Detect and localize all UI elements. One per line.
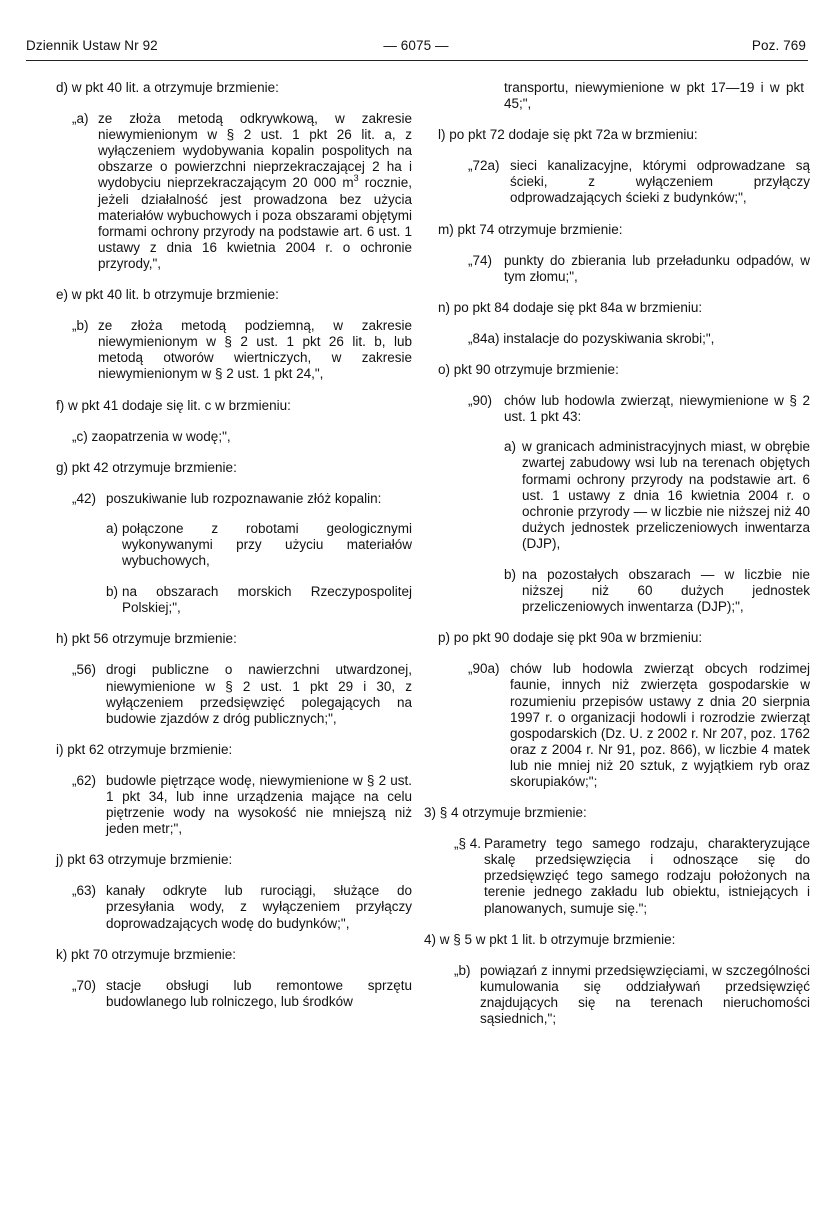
point-3-quote: „§ 4. Parametry tego samego rodzaju, charakteryzujące skalę przedsięwzięcia i odnoszące się do przedsięwzięć tego samego rodzaju położonych na terenie jednego zakładu lub obiektu, istniejących i planowanych, sumuje się."; xyxy=(454,836,810,916)
amendment-f-intro: f) w pkt 41 dodaje się lit. c w brzmieniu: xyxy=(56,397,291,413)
amendment-n-quote: „84a) instalacje do pozyskiwania skrobi;", xyxy=(468,330,715,346)
amendment-e-quote: „b) ze złoża metodą podziemną, w zakresie niewymienionym w § 2 ust. 1 pkt 26 lit. b, lub metodą otworów wiertniczych, w zakresie niewymienionym w § 2 ust. 1 pkt 24,", xyxy=(72,318,412,382)
amendment-l-quote: „72a) sieci kanalizacyjne, którymi odprowadzane są ścieki, z wyłączeniem przyłączy odprowadzających ścieki z budynków;", xyxy=(468,158,810,206)
amendment-l-intro: l) po pkt 72 dodaje się pkt 72a w brzmieniu: xyxy=(438,127,698,143)
amendment-e-intro: e) w pkt 40 lit. b otrzymuje brzmienie: xyxy=(56,287,279,303)
amendment-h-quote: „56) drogi publiczne o nawierzchni utwardzonej, niewymienione w § 2 ust. 1 pkt 29 i 30, z wyłączeniem przedsięwzięć polegających na budowie zjazdów z dróg publicznych;", xyxy=(72,662,412,726)
amendment-i-quote: „62) budowle piętrzące wodę, niewymienione w § 2 ust. 1 pkt 34, lub inne urządzenia mające na celu piętrzenie wody na wysokość nie mniejszą niż jeden metr;", xyxy=(72,772,412,837)
left-column xyxy=(56,80,412,1010)
amendment-h-intro: h) pkt 56 otrzymuje brzmienie: xyxy=(56,631,237,647)
position-number: Poz. 769 xyxy=(751,38,806,53)
amendment-d-quote: „a) ze złoża metodą odkrywkową, w zakresie niewymienionym w § 2 ust. 1 pkt 26 lit. a, z wyłączeniem wydobywania kopalin pospolitych na obszarze o powierzchni nieprzekraczającej 2 ha i wydobyciu nieprzekraczającym 20 000 $m^3$ rocznie, jeżeli działalność jest prowadzona bez użycia materiałów wybuchowych i poza obszarami objętymi formami ochrony przyrody na podstawie art. 6 ust. 1 ustawy z dnia 16 kwietnia 2004 r. o ochronie przyrody,", xyxy=(72,111,412,271)
amendment-n-intro: n) po pkt 84 dodaje się pkt 84a w brzmieniu: xyxy=(438,299,703,315)
amendment-f-quote: „c) zaopatrzenia w wodę;", xyxy=(72,428,231,444)
amendment-i-intro: i) pkt 62 otrzymuje brzmienie: xyxy=(56,741,233,757)
header-rule xyxy=(26,60,808,61)
amendment-p-quote: „90a) chów lub hodowla zwierząt obcych rodzimej faunie, innych niż zwierzęta gospodarskie w rozumieniu przepisów ustawy z dnia 20 sierpnia 1997 r. o organizacji hodowli i rozrodzie zwierząt gospodarskich (Dz. U. z 2002 r. Nr 207, poz. 1762 oraz z 2004 r. Nr 91, poz. 866), w liczbie 4 matek lub nie mniej niż 20 sztuk, z wyjątkiem ryb oraz skorupiaków;"; xyxy=(468,661,810,789)
amendment-k-intro: k) pkt 70 otrzymuje brzmienie: xyxy=(56,946,237,962)
amendment-j-intro: j) pkt 63 otrzymuje brzmienie: xyxy=(56,852,233,868)
amendment-m-intro: m) pkt 74 otrzymuje brzmienie: xyxy=(438,221,623,237)
amendment-g-sub-b: b) na obszarach morskich Rzeczypospolitej Polskiej;", xyxy=(106,584,412,616)
amendment-m-quote: „74) punkty do zbierania lub przeładunku odpadów, w tym złomu;", xyxy=(468,252,810,284)
amendment-j-quote: „63) kanały odkryte lub rurociągi, służące do przesyłania wody, z wyłączeniem przyłączy doprowadzających wodę do budynków;", xyxy=(72,883,412,931)
amendment-k-continuation: transportu, niewymienione w pkt 17—19 i w pkt 45;", xyxy=(504,80,804,112)
amendment-g-intro: g) pkt 42 otrzymuje brzmienie: xyxy=(56,459,237,475)
page-header xyxy=(0,0,832,64)
point-4-quote: „b) powiązań z innymi przedsięwzięciami, w szczególności kumulowania się oddziaływań przedsięwzięć znajdujących się na terenach nieruchomości sąsiednich,"; xyxy=(454,962,810,1027)
amendment-o-intro: o) pkt 90 otrzymuje brzmienie: xyxy=(438,362,619,378)
amendment-o-sub-b: b) na pozostałych obszarach — w liczbie nie niższej niż 60 dużych jednostek przeliczeniowych inwentarza (DJP);", xyxy=(504,566,810,615)
amendment-g-quote: „42) poszukiwanie lub rozpoznawanie złóż kopalin: xyxy=(72,490,382,506)
amendment-d-intro: d) w pkt 40 lit. a otrzymuje brzmienie: xyxy=(56,80,279,95)
amendment-o-quote: „90) chów lub hodowla zwierząt, niewymienione w § 2 ust. 1 pkt 43: xyxy=(468,393,810,425)
right-column xyxy=(424,80,810,1042)
point-4-intro: 4) w § 5 w pkt 1 lit. b otrzymuje brzmienie: xyxy=(424,931,676,947)
amendment-o-sub-a: a) w granicach administracyjnych miast, w obrębie zwartej zabudowy wsi lub na terenach objętych formami ochrony przyrody na podstawie art. 6 ust. 1 ustawy z dnia 16 kwietnia 2004 r. o ochronie przyrody — w liczbie nie niższej niż 40 dużych jednostek przeliczeniowych inwentarza (DJP), xyxy=(504,439,810,551)
journal-title: Dziennik Ustaw Nr 92 xyxy=(26,38,158,53)
point-3-intro: 3) § 4 otrzymuje brzmienie: xyxy=(424,805,587,821)
page-number: — 6075 — xyxy=(383,38,449,53)
amendment-g-sub-a: a) połączone z robotami geologicznymi wykonywanymi przy użyciu materiałów wybuchowych, xyxy=(106,520,412,569)
amendment-p-intro: p) po pkt 90 dodaje się pkt 90a w brzmieniu: xyxy=(438,630,703,646)
amendment-k-quote: „70) stacje obsługi lub remontowe sprzętu budowlanego lub rolniczego, lub środków xyxy=(72,977,412,1009)
